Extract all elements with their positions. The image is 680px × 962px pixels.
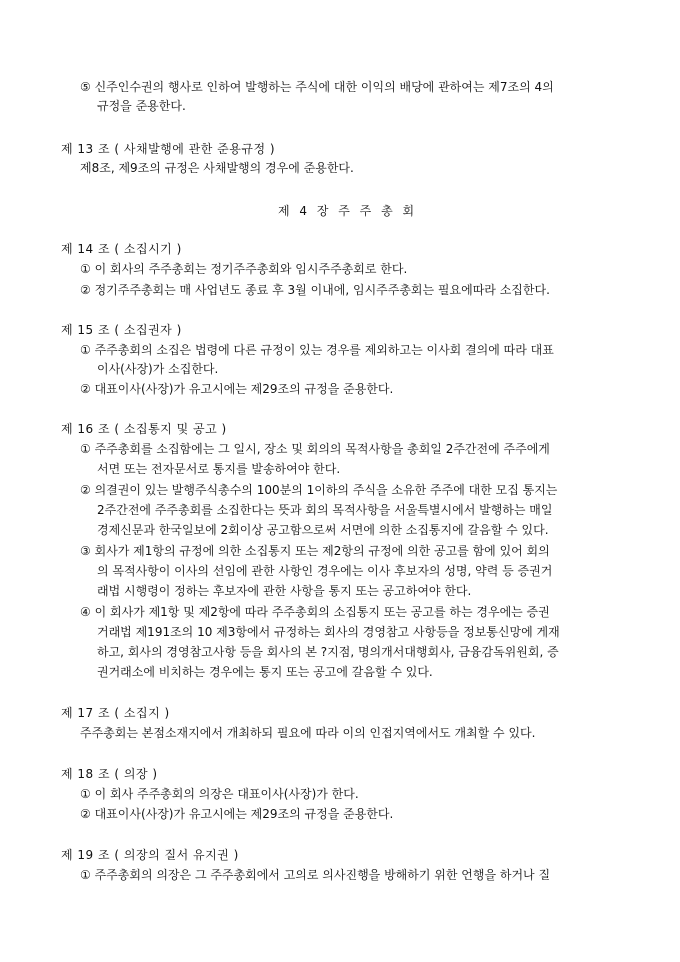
article-heading: 제 19 조 ( 의장의 질서 유지권 ) — [61, 848, 239, 862]
article-heading: 제 14 조 ( 소집시기 ) — [61, 242, 182, 256]
paragraph-line: ② 대표이사(사장)가 유고시에는 제29조의 규정을 준용한다. — [80, 382, 394, 396]
paragraph-line: 권거래소에 비치하는 경우에는 통지 또는 공고에 갈음할 수 있다. — [97, 665, 433, 679]
paragraph-line: ① 주주총회의 소집은 법령에 다른 규정이 있는 경우를 제외하고는 이사회 결의에 따라 대표 — [80, 343, 554, 357]
paragraph-line: ② 정기주주총회는 매 사업년도 종료 후 3월 이내에, 임시주주총회는 필요에따라 소집한다. — [80, 283, 550, 297]
paragraph-line: 제8조, 제9조의 규정은 사채발행의 경우에 준용한다. — [80, 161, 354, 175]
article-heading: 제 16 조 ( 소집통지 및 공고 ) — [61, 422, 227, 436]
paragraph-line: 거래법 제191조의 10 제3항에서 규정하는 회사의 경영참고 사항등을 정보통신망에 게재 — [97, 625, 560, 639]
paragraph-line: 2주간전에 주주총회를 소집한다는 뜻과 회의 목적사항을 서울특별시에서 발행하는 매일 — [97, 503, 553, 517]
paragraph-line: 규정을 준용한다. — [97, 99, 186, 113]
paragraph-line: 이사(사장)가 소집한다. — [97, 362, 219, 376]
paragraph-line: ① 이 회사의 주주총회는 정기주주총회와 임시주주총회로 한다. — [80, 262, 408, 276]
article-heading: 제 17 조 ( 소집지 ) — [61, 706, 170, 720]
paragraph-line: 하고, 회사의 경영참고사항 등을 회사의 본 ?지점, 명의개서대행회사, 금융감독위원회, 증 — [97, 645, 559, 659]
paragraph-line: 경제신문과 한국일보에 2회이상 공고함으로써 서면에 의한 소집통지에 갈음할 수 있다. — [97, 523, 549, 537]
article-heading: 제 15 조 ( 소집권자 ) — [61, 323, 182, 337]
paragraph-line: 서면 또는 전자문서로 통지를 발송하여야 한다. — [97, 462, 341, 476]
paragraph-line: ② 대표이사(사장)가 유고시에는 제29조의 규정을 준용한다. — [80, 807, 394, 821]
paragraph-line: ④ 이 회사가 제1항 및 제2항에 따라 주주총회의 소집통지 또는 공고를 하는 경우에는 증권 — [80, 605, 550, 619]
paragraph-line: ③ 회사가 제1항의 규정에 의한 소집통지 또는 제2항의 규정에 의한 공고를 함에 있어 회의 — [80, 544, 550, 558]
chapter-heading: 제 4 장 주 주 총 회 — [278, 204, 415, 218]
paragraph-line: ① 주주총회를 소집함에는 그 일시, 장소 및 회의의 목적사항을 총회일 2주간전에 주주에게 — [80, 442, 550, 456]
paragraph-line: 래법 시행령이 정하는 후보자에 관한 사항을 통지 또는 공고하여야 한다. — [97, 584, 472, 598]
paragraph-line: ① 주주총회의 의장은 그 주주총회에서 고의로 의사진행을 방해하기 위한 언행을 하거나 질 — [80, 868, 551, 882]
paragraph-line: 의 목적사항이 이사의 선임에 관한 사항인 경우에는 이사 후보자의 성명, 약력 등 증권거 — [97, 564, 553, 578]
paragraph-line: 주주총회는 본점소재지에서 개최하되 필요에 따라 이의 인접지역에서도 개최할 수 있다. — [80, 726, 536, 740]
article-heading: 제 18 조 ( 의장 ) — [61, 767, 158, 781]
paragraph-line: ① 이 회사 주주총회의 의장은 대표이사(사장)가 한다. — [80, 787, 359, 801]
paragraph-line: ⑤ 신주인수권의 행사로 인하여 발행하는 주식에 대한 이익의 배당에 관하여는 제7조의 4의 — [80, 80, 554, 94]
paragraph-line: ② 의결권이 있는 발행주식총수의 100분의 1이하의 주식을 소유한 주주에 대한 모집 통지는 — [80, 483, 558, 497]
article-heading: 제 13 조 ( 사채발행에 관한 준용규정 ) — [61, 142, 276, 156]
